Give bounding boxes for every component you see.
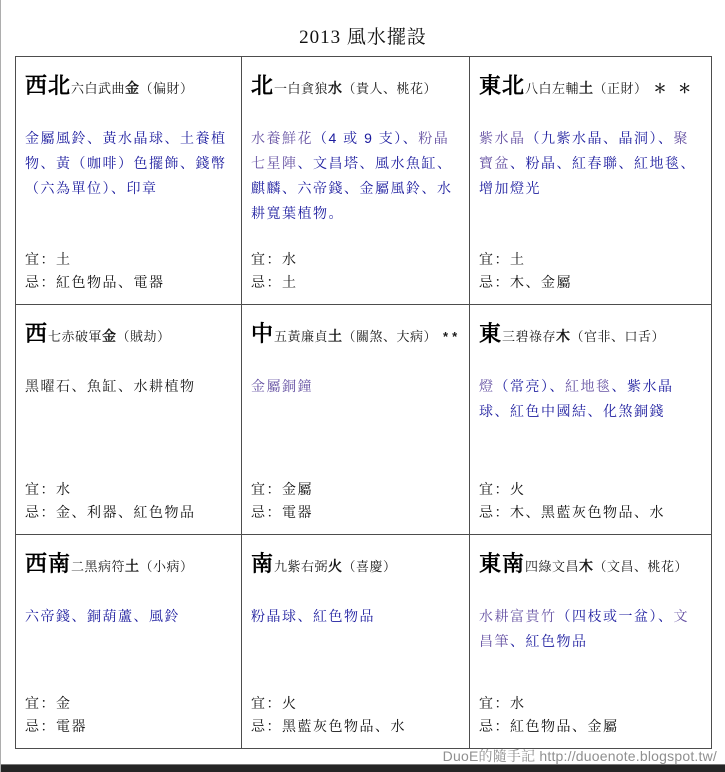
colon: ： [266, 251, 282, 267]
item-segment: 、紫水晶球、紅色中國結、化煞銅錢 [479, 378, 674, 419]
items-text [251, 374, 461, 399]
item-segment: （4 或 9 支）、 [313, 130, 419, 146]
colon: ： [494, 695, 510, 711]
item-segment: 聚寶盆 [479, 130, 689, 171]
colon: ： [494, 251, 510, 267]
suit-value: 金 [56, 695, 72, 711]
suit-line [479, 248, 705, 271]
item-segment: 紫水晶 [479, 130, 526, 146]
suit-line [25, 248, 235, 271]
suit-line [251, 692, 463, 715]
avoid-label: 忌 [479, 274, 495, 290]
suit-label: 宜 [25, 695, 41, 711]
suit-label: 宜 [25, 251, 41, 267]
avoid-line [251, 501, 463, 524]
avoid-line [251, 271, 463, 294]
star-name: 一白貪狼 [274, 81, 329, 96]
suit-avoid-block [479, 248, 705, 294]
item-segment: 粉晶球、紅色物品 [251, 608, 375, 624]
element-label: 水 [328, 80, 343, 96]
item-segment: 紅地毯 [565, 378, 612, 394]
colon: ： [266, 481, 282, 497]
note-label: （正財） [593, 81, 648, 96]
star-label [48, 329, 171, 344]
suit-label: 宜 [251, 695, 267, 711]
cell-southeast [470, 535, 712, 749]
direction-label: 中 [251, 321, 275, 346]
cell-header [251, 547, 461, 578]
suit-avoid-block [479, 692, 705, 738]
item-segment: （九紫水晶、晶洞）、 [525, 130, 674, 146]
avoid-label: 忌 [25, 274, 41, 290]
direction-label: 南 [251, 551, 275, 576]
bottom-bar [1, 764, 725, 772]
element-label: 木 [579, 558, 594, 574]
colon: ： [494, 504, 510, 520]
element-label: 木 [556, 328, 571, 344]
colon: ： [40, 718, 56, 734]
avoid-value: 木、金屬 [510, 274, 572, 290]
avoid-label: 忌 [251, 718, 267, 734]
cell-header [479, 69, 703, 100]
items-text [479, 126, 703, 201]
item-segment: 水耕富貴竹 [479, 608, 557, 624]
direction-label: 西 [25, 321, 49, 346]
avoid-line [251, 715, 463, 738]
colon: ： [266, 504, 282, 520]
note-label: （官非、口舌） [570, 329, 666, 344]
items-text [25, 126, 233, 201]
item-segment: 六帝錢、銅葫蘆、風鈴 [25, 608, 180, 624]
avoid-line [25, 501, 235, 524]
table-row [16, 57, 712, 305]
suit-label: 宜 [479, 481, 495, 497]
item-segment: 黑曜石、魚缸、水耕植物 [25, 378, 196, 394]
avoid-value: 紅色物品、金屬 [510, 718, 619, 734]
suit-avoid-block [251, 248, 463, 294]
note-label: （貴人、桃花） [342, 81, 438, 96]
cell-north [242, 57, 470, 305]
suit-label: 宜 [251, 251, 267, 267]
star-label [71, 559, 194, 574]
note-label: （喜慶） [342, 559, 397, 574]
star-name: 三碧祿存 [502, 329, 557, 344]
star-name: 六白武曲 [71, 81, 126, 96]
avoid-line [479, 501, 705, 524]
colon: ： [40, 274, 56, 290]
suit-avoid-block [25, 248, 235, 294]
avoid-line [25, 715, 235, 738]
suit-avoid-block [251, 692, 463, 738]
cell-west [16, 305, 242, 535]
table-row [16, 305, 712, 535]
avoid-line [479, 715, 705, 738]
suit-value: 火 [510, 481, 526, 497]
star-name: 四綠文昌 [525, 559, 580, 574]
suit-line [25, 692, 235, 715]
colon: ： [494, 481, 510, 497]
colon: ： [494, 718, 510, 734]
star-label [71, 81, 194, 96]
star-name: 八白左輔 [525, 81, 580, 96]
stars-marker: ** [443, 329, 462, 344]
item-segment: 水養鮮花 [251, 130, 313, 146]
element-label: 土 [328, 328, 343, 344]
suit-line [25, 478, 235, 501]
cell-header [25, 547, 233, 578]
item-segment: 文昌筆 [479, 608, 689, 649]
element-label: 金 [125, 80, 140, 96]
element-label: 土 [125, 558, 140, 574]
items-text [251, 604, 461, 629]
colon: ： [266, 274, 282, 290]
cell-header [251, 317, 461, 348]
star-name: 二黑病符 [71, 559, 126, 574]
avoid-line [479, 271, 705, 294]
item-segment: 金屬銅鐘 [251, 378, 313, 394]
avoid-value: 紅色物品、電器 [56, 274, 165, 290]
avoid-label: 忌 [25, 504, 41, 520]
avoid-line [25, 271, 235, 294]
item-segment: 、紅色物品 [510, 633, 588, 649]
item-segment: 燈 [479, 378, 495, 394]
element-label: 火 [328, 558, 343, 574]
suit-value: 水 [56, 481, 72, 497]
avoid-label: 忌 [479, 504, 495, 520]
star-label [502, 329, 665, 344]
avoid-label: 忌 [251, 274, 267, 290]
star-name: 九紫右弼 [274, 559, 329, 574]
cell-header [479, 547, 703, 578]
cell-southwest [16, 535, 242, 749]
item-segment: 金屬風鈴、黃水晶球、土養植物、黃（咖啡）色擺飾、錢幣（六為單位）、印章 [25, 130, 227, 196]
cell-northwest [16, 57, 242, 305]
items-text [251, 126, 461, 226]
star-name: 七赤破軍 [48, 329, 103, 344]
note-label: （文昌、桃花） [593, 559, 689, 574]
note-label: （小病） [139, 559, 194, 574]
colon: ： [40, 481, 56, 497]
suit-line [251, 478, 463, 501]
cell-header [25, 69, 233, 100]
footer-credit: DuoE的隨手記 http://duoenote.blogspot.tw/ [442, 748, 717, 764]
suit-value: 火 [282, 695, 298, 711]
star-label [274, 81, 437, 96]
items-text [479, 604, 703, 654]
cell-south [242, 535, 470, 749]
avoid-value: 電器 [56, 718, 87, 734]
colon: ： [40, 504, 56, 520]
avoid-value: 電器 [282, 504, 313, 520]
items-text [25, 604, 233, 629]
fengshui-table [15, 56, 712, 749]
cell-header [25, 317, 233, 348]
suit-label: 宜 [25, 481, 41, 497]
suit-avoid-block [479, 478, 705, 524]
note-label: （關煞、大病） [342, 329, 438, 344]
direction-label: 東南 [479, 551, 526, 576]
colon: ： [40, 695, 56, 711]
avoid-value: 木、黑藍灰色物品、水 [510, 504, 665, 520]
avoid-label: 忌 [25, 718, 41, 734]
star-label [274, 329, 461, 344]
avoid-label: 忌 [479, 718, 495, 734]
direction-label: 北 [251, 73, 275, 98]
suit-label: 宜 [251, 481, 267, 497]
table-row [16, 535, 712, 749]
direction-label: 東北 [479, 73, 526, 98]
item-segment: （常亮）、 [494, 378, 565, 394]
element-label: 土 [579, 80, 594, 96]
avoid-value: 土 [282, 274, 298, 290]
cell-center [242, 305, 470, 535]
colon: ： [266, 695, 282, 711]
suit-avoid-block [251, 478, 463, 524]
item-segment: 、文昌塔、風水魚缸、麒麟、六帝錢、金屬風鈴、水耕寬葉植物。 [251, 155, 453, 221]
suit-line [479, 692, 705, 715]
cell-east [470, 305, 712, 535]
suit-value: 水 [282, 251, 298, 267]
direction-label: 東 [479, 321, 503, 346]
star-label [525, 81, 695, 96]
item-segment: （四枝或一盆）、 [556, 608, 674, 624]
items-text [479, 374, 703, 424]
page-title: 2013 風水擺設 [299, 27, 427, 48]
items-text [25, 374, 233, 399]
star-label [274, 559, 397, 574]
colon: ： [266, 718, 282, 734]
item-segment: 、粉晶、紅春聯、紅地毯、增加燈光 [479, 155, 696, 196]
star-name: 五黃廉貞 [274, 329, 329, 344]
suit-label: 宜 [479, 695, 495, 711]
cell-header [479, 317, 703, 348]
direction-label: 西北 [25, 73, 72, 98]
stars-marker: ＊ ＊ [653, 81, 696, 96]
suit-value: 土 [510, 251, 526, 267]
note-label: （偏財） [139, 81, 194, 96]
suit-line [251, 248, 463, 271]
cell-northeast [470, 57, 712, 305]
avoid-value: 金、利器、紅色物品 [56, 504, 196, 520]
cell-header [251, 69, 461, 100]
colon: ： [494, 274, 510, 290]
suit-line [479, 478, 705, 501]
direction-label: 西南 [25, 551, 72, 576]
avoid-value: 黑藍灰色物品、水 [282, 718, 406, 734]
suit-value: 水 [510, 695, 526, 711]
suit-label: 宜 [479, 251, 495, 267]
suit-avoid-block [25, 692, 235, 738]
suit-value: 土 [56, 251, 72, 267]
note-label: （賊劫） [116, 329, 171, 344]
suit-avoid-block [25, 478, 235, 524]
colon: ： [40, 251, 56, 267]
avoid-label: 忌 [251, 504, 267, 520]
suit-value: 金屬 [282, 481, 313, 497]
item-segment: 粉晶七星陣 [251, 130, 450, 171]
element-label: 金 [102, 328, 117, 344]
star-label [525, 559, 688, 574]
